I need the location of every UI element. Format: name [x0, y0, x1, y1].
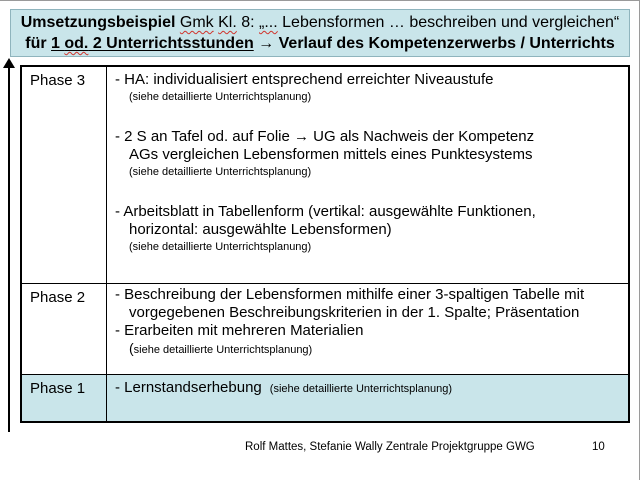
- list-item: [115, 71, 620, 104]
- arrow-right-glyph: →: [253, 35, 279, 52]
- title-line-2: [11, 33, 629, 54]
- item-note: (siehe detaillierte Unterrichtsplanung): [129, 166, 312, 178]
- phase-content-cell: [107, 375, 628, 421]
- footer-credit: Rolf Mattes, Stefanie Wally Zentrale Projektgruppe GWG: [245, 441, 535, 453]
- item-text: - 2 S an Tafel od. auf Folie → UG als Nachweis der Kompetenz: [115, 128, 535, 145]
- item-note: (siehe detaillierte Unterrichtsplanung): [129, 91, 312, 103]
- item-text: - Erarbeiten mit mehreren Materialien: [115, 322, 364, 339]
- table-row-phase-3: [22, 67, 628, 283]
- item-text: AGs vergleichen Lebensformen mittels eines Punktesystems: [129, 146, 533, 163]
- subtitle-u-part1: 1: [51, 35, 65, 52]
- title-line-1: [11, 12, 629, 33]
- phases-table: [20, 65, 630, 423]
- phase-label-cell: [22, 67, 107, 283]
- title-banner: [10, 9, 630, 57]
- phase-label: Phase 2: [30, 289, 86, 306]
- item-text: - Arbeitsblatt in Tabellenform (vertikal: ausgewählte Funktionen,: [115, 203, 536, 220]
- item-text: - HA: individualisiert entsprechend erreichter Niveaustufe: [115, 71, 494, 88]
- phase-label: Phase 1: [30, 380, 86, 397]
- table-row-phase-1: [22, 374, 628, 421]
- table-row-phase-2: [22, 283, 628, 374]
- page-number: 10: [592, 441, 605, 453]
- item-text: horizontal: ausgewählte Lebensformen): [129, 221, 392, 238]
- list-item: [115, 203, 620, 254]
- list-item: [115, 286, 620, 322]
- title-quote-dots: „...: [259, 14, 278, 31]
- item-note: [115, 342, 620, 357]
- subtitle-word-od: od.: [64, 35, 89, 52]
- title-word-gmk: Gmk: [179, 14, 214, 31]
- list-item: [115, 128, 620, 179]
- subtitle-pre: für: [25, 35, 52, 52]
- phase-label: Phase 3: [30, 72, 86, 89]
- phase-content-cell: [107, 67, 628, 283]
- title-mid: 8:: [236, 14, 260, 31]
- subtitle-u-part2: 2 Unterrichtsstunden: [88, 35, 254, 52]
- item-text: [115, 379, 620, 398]
- item-main-text: - Lernstandserhebung: [115, 379, 262, 396]
- item-note: (siehe detaillierte Unterrichtsplanung): [129, 241, 312, 253]
- item-text: - Beschreibung der Lebensformen mithilfe einer 3-spaltigen Tabelle mit: [115, 286, 585, 303]
- subtitle-underlined: [51, 35, 254, 52]
- item-note: (siehe detaillierte Unterrichtsplanung): [269, 383, 452, 395]
- up-arrow-line: [8, 68, 10, 432]
- phase-content-cell: [107, 284, 628, 374]
- item-text: vorgegebenen Beschreibungskriterien in der 1. Spalte; Präsentation: [129, 304, 580, 321]
- phase-label-cell: [22, 284, 107, 374]
- list-item: [115, 322, 620, 357]
- title-word-kl: Kl.: [218, 14, 237, 31]
- phase-label-cell: [22, 375, 107, 421]
- note-text: siehe detaillierte Unterrichtsplanung): [133, 344, 313, 356]
- subtitle-rest: Verlauf des Kompetenzerwerbs / Unterrichts: [278, 35, 615, 52]
- list-item: [115, 379, 620, 398]
- title-rest: Lebensformen … beschreiben und vergleichen“: [277, 14, 620, 31]
- note-open-paren: (: [129, 340, 134, 356]
- title-bold-lead: Umsetzungsbeispiel: [20, 14, 180, 31]
- up-arrow-icon: [3, 58, 15, 68]
